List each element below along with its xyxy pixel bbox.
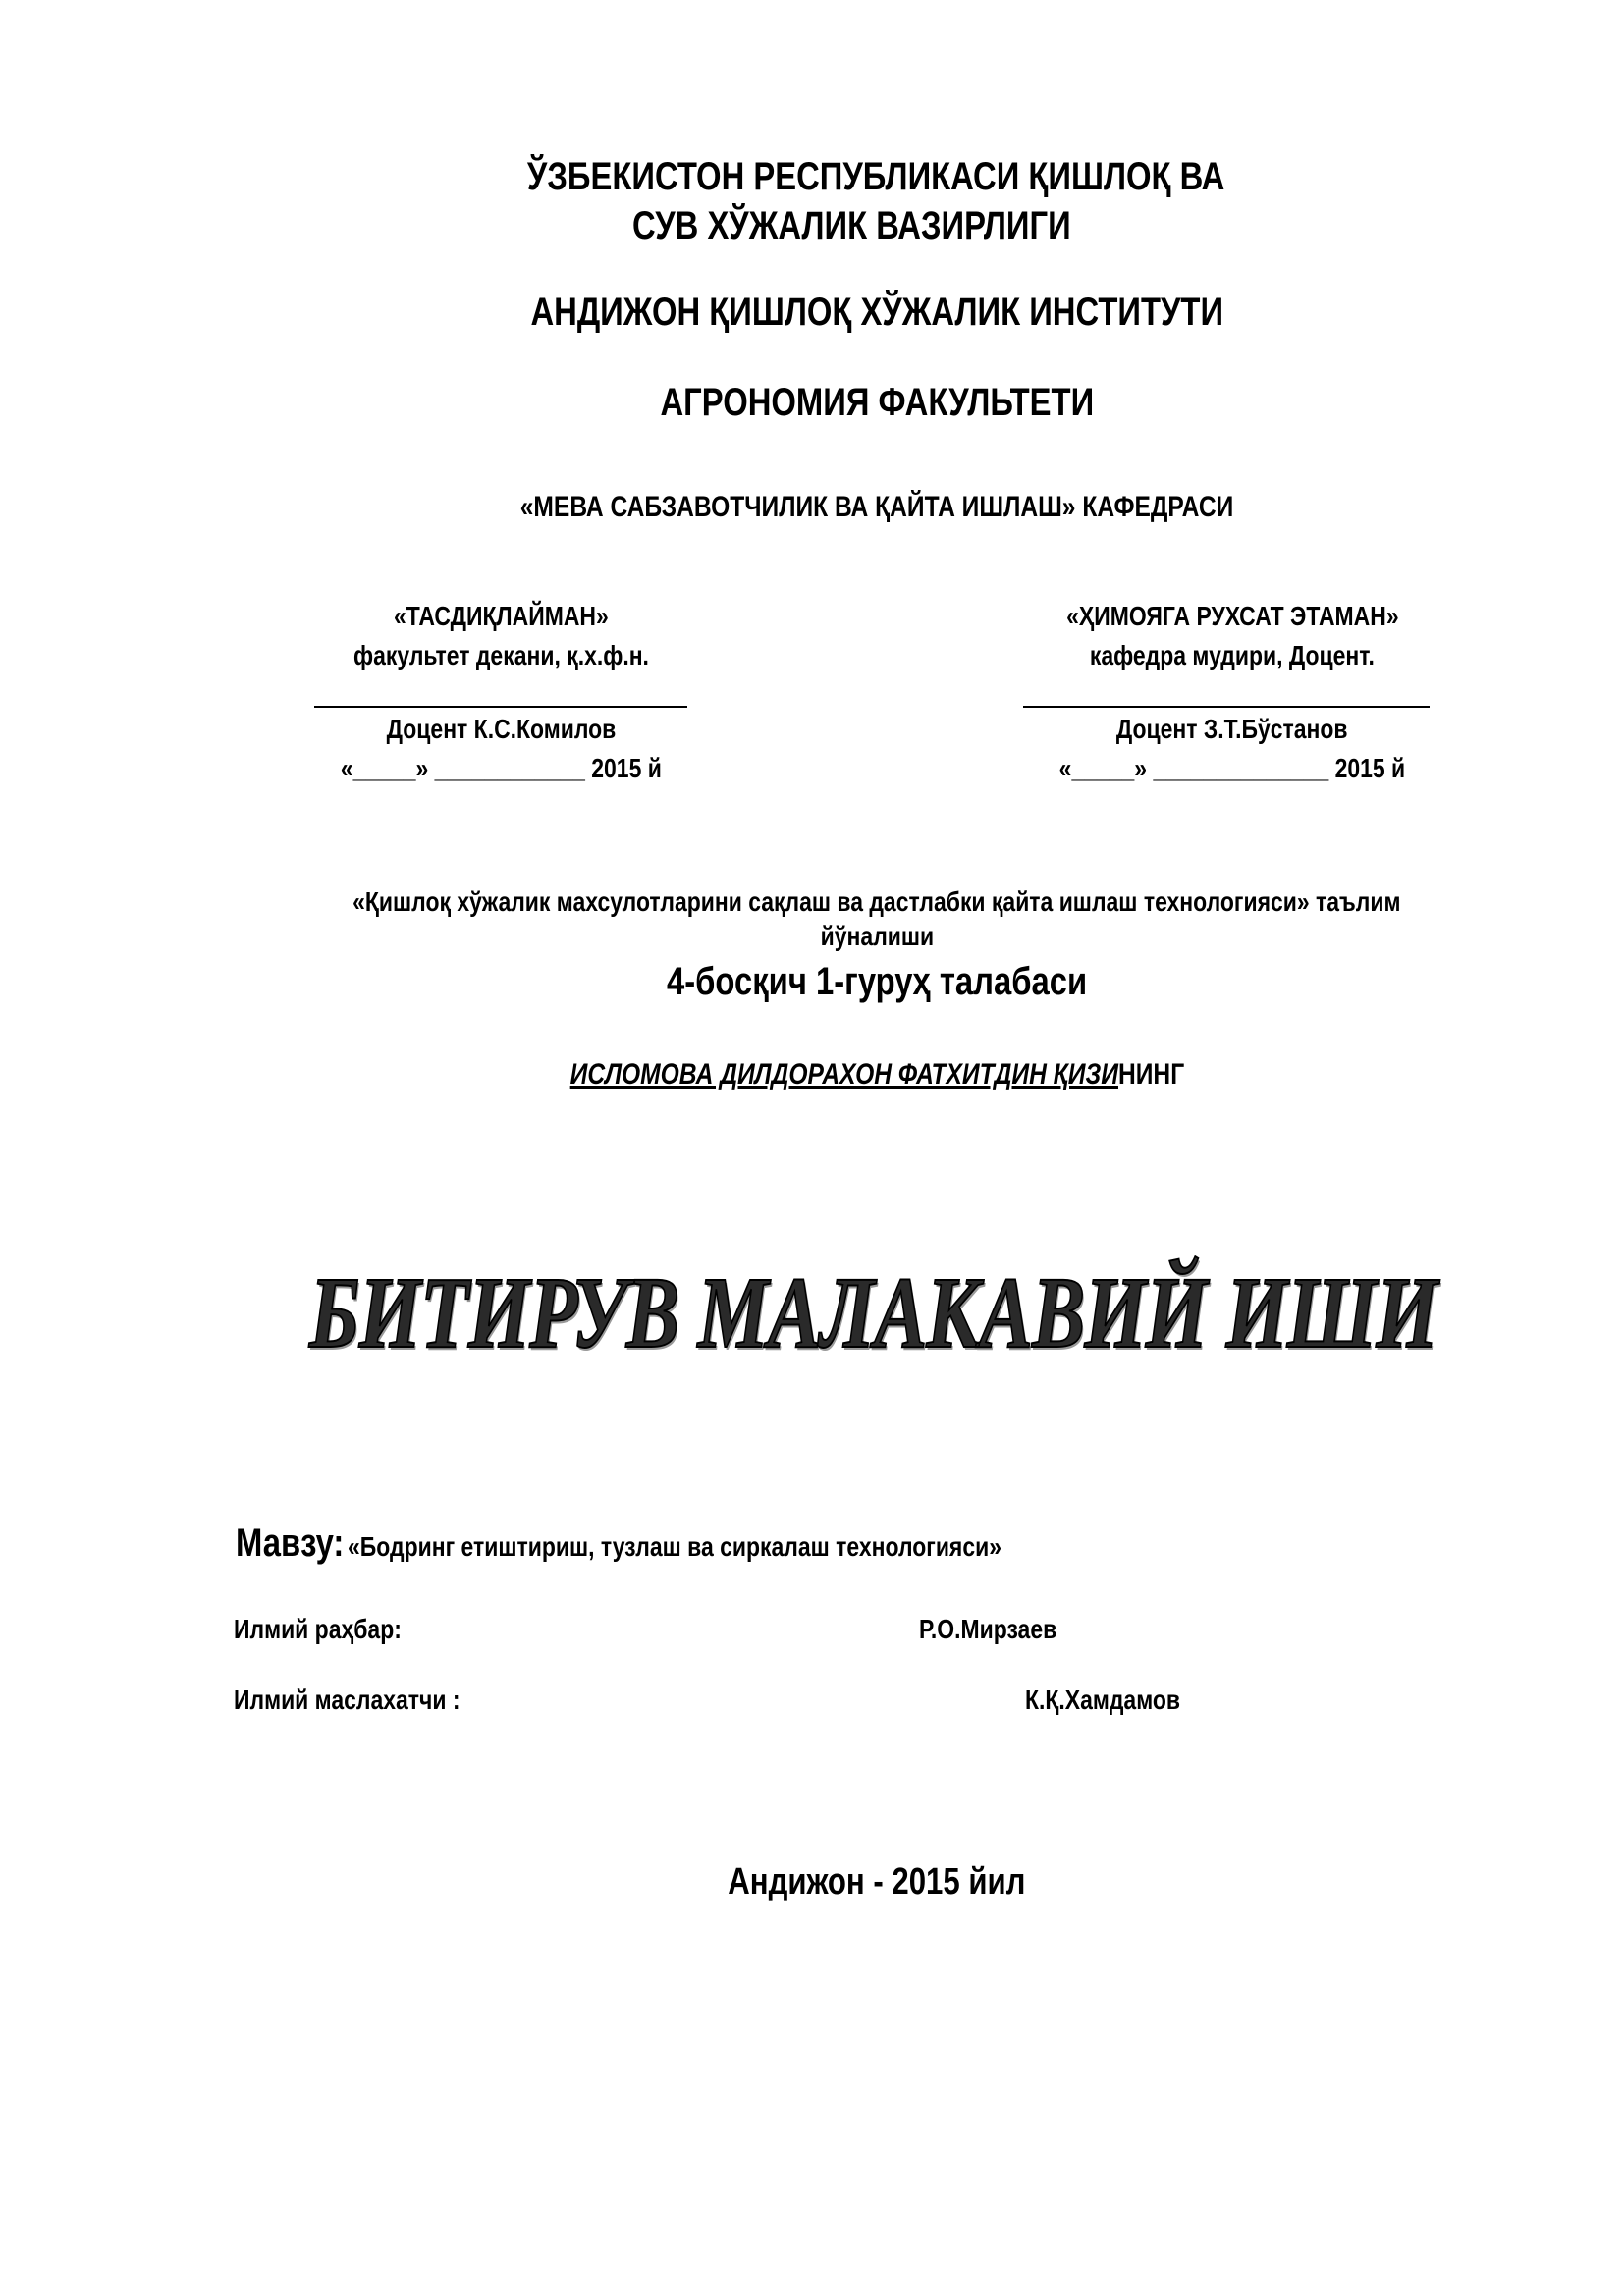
approval-left-date	[295, 753, 707, 792]
approval-left	[295, 601, 707, 679]
approval-left-title-text: «ТАСДИҚЛАЙМАН»	[393, 601, 609, 631]
approval-right	[1001, 601, 1463, 679]
program-line-1	[65, 886, 1624, 918]
place-year-text: Андижон - 2015 йил	[728, 1861, 1026, 1902]
consultant-name	[1025, 1684, 1215, 1716]
institute-name-text: АНДИЖОН ҚИШЛОҚ ХЎЖАЛИК ИНСТИТУТИ	[530, 291, 1223, 334]
supervisor-label	[234, 1614, 438, 1645]
approval-right-signature	[1001, 714, 1463, 792]
consultant-name-text: К.Қ.Хамдамов	[1025, 1684, 1181, 1715]
approval-left-position-text: факультет декани, қ.х.ф.н.	[352, 640, 649, 670]
program-line-1-text: «Қишлоқ хўжалик махсулотларини сақлаш ва дастлабки қайта ишлаш технологияси» таълим	[352, 886, 1401, 917]
consultant-label	[234, 1684, 510, 1716]
approval-left-title	[295, 601, 707, 640]
approval-left-position	[295, 640, 707, 679]
ministry-line-1-text: ЎЗБЕКИСТОН РЕСПУБЛИКАСИ ҚИШЛОҚ ВА	[526, 155, 1225, 198]
student-name: ИСЛОМОВА ДИЛДОРАХОН ФАТХИТДИН ҚИЗИ	[569, 1058, 1118, 1091]
signature-line-right	[1023, 706, 1430, 708]
supervisor-name-text: Р.О.Мирзаев	[919, 1614, 1057, 1644]
topic-label: Мавзу:	[236, 1522, 345, 1565]
program-line-2-text: йўналиши	[820, 921, 934, 951]
course-group-text: 4-босқич 1-гуруҳ талабаси	[666, 960, 1088, 1003]
approval-right-position-text: кафедра мудири, Доцент.	[1089, 640, 1376, 670]
program-line-2	[65, 921, 1624, 952]
consultant-label-text: Илмий маслахатчи :	[234, 1684, 460, 1715]
approval-right-date	[1001, 753, 1463, 792]
place-year	[65, 1861, 1624, 1903]
department-name-text: «МЕВА САБЗАВОТЧИЛИК ВА ҚАЙТА ИШЛАШ» КАФЕДРАСИ	[519, 491, 1234, 523]
work-title-text: БИТИРУВ МАЛАКАВИЙ ИШИ	[308, 1256, 1437, 1369]
supervisor-name	[919, 1614, 1087, 1645]
supervisor-label-text: Илмий раҳбар:	[234, 1614, 402, 1644]
approval-right-title	[1001, 601, 1463, 640]
work-title	[61, 1255, 1624, 1371]
faculty-name-text: АГРОНОМИЯ ФАКУЛЬТЕТИ	[660, 381, 1094, 424]
ministry-line-2	[39, 204, 1624, 248]
approval-right-date-text: «_____» ______________ 2015 й	[1058, 753, 1406, 783]
institute-name	[65, 291, 1624, 335]
signature-line-left	[314, 706, 687, 708]
approval-right-title-text: «ҲИМОЯГА РУХСАТ ЭТАМАН»	[1065, 601, 1399, 631]
approval-left-date-text: «_____» ____________ 2015 й	[340, 753, 662, 783]
approval-left-name	[295, 714, 707, 753]
faculty-name	[65, 381, 1624, 425]
ministry-line-2-text: СУВ ХЎЖАЛИК ВАЗИРЛИГИ	[631, 204, 1071, 247]
approval-left-signature	[295, 714, 707, 792]
course-group	[65, 960, 1624, 1004]
department-name	[65, 491, 1624, 524]
ministry-line-1	[64, 155, 1624, 199]
student-name-line	[65, 1058, 1624, 1092]
student-name-suffix: НИНГ	[1117, 1058, 1184, 1091]
topic-value: «Бодринг етиштириш, тузлаш ва сиркалаш технологияси»	[348, 1531, 1001, 1562]
approval-left-name-text: Доцент К.С.Комилов	[386, 714, 616, 744]
approval-right-name-text: Доцент З.Т.Бўстанов	[1116, 714, 1348, 744]
topic-line	[236, 1522, 1169, 1566]
approval-right-name	[1001, 714, 1463, 753]
approval-right-position	[1001, 640, 1463, 679]
